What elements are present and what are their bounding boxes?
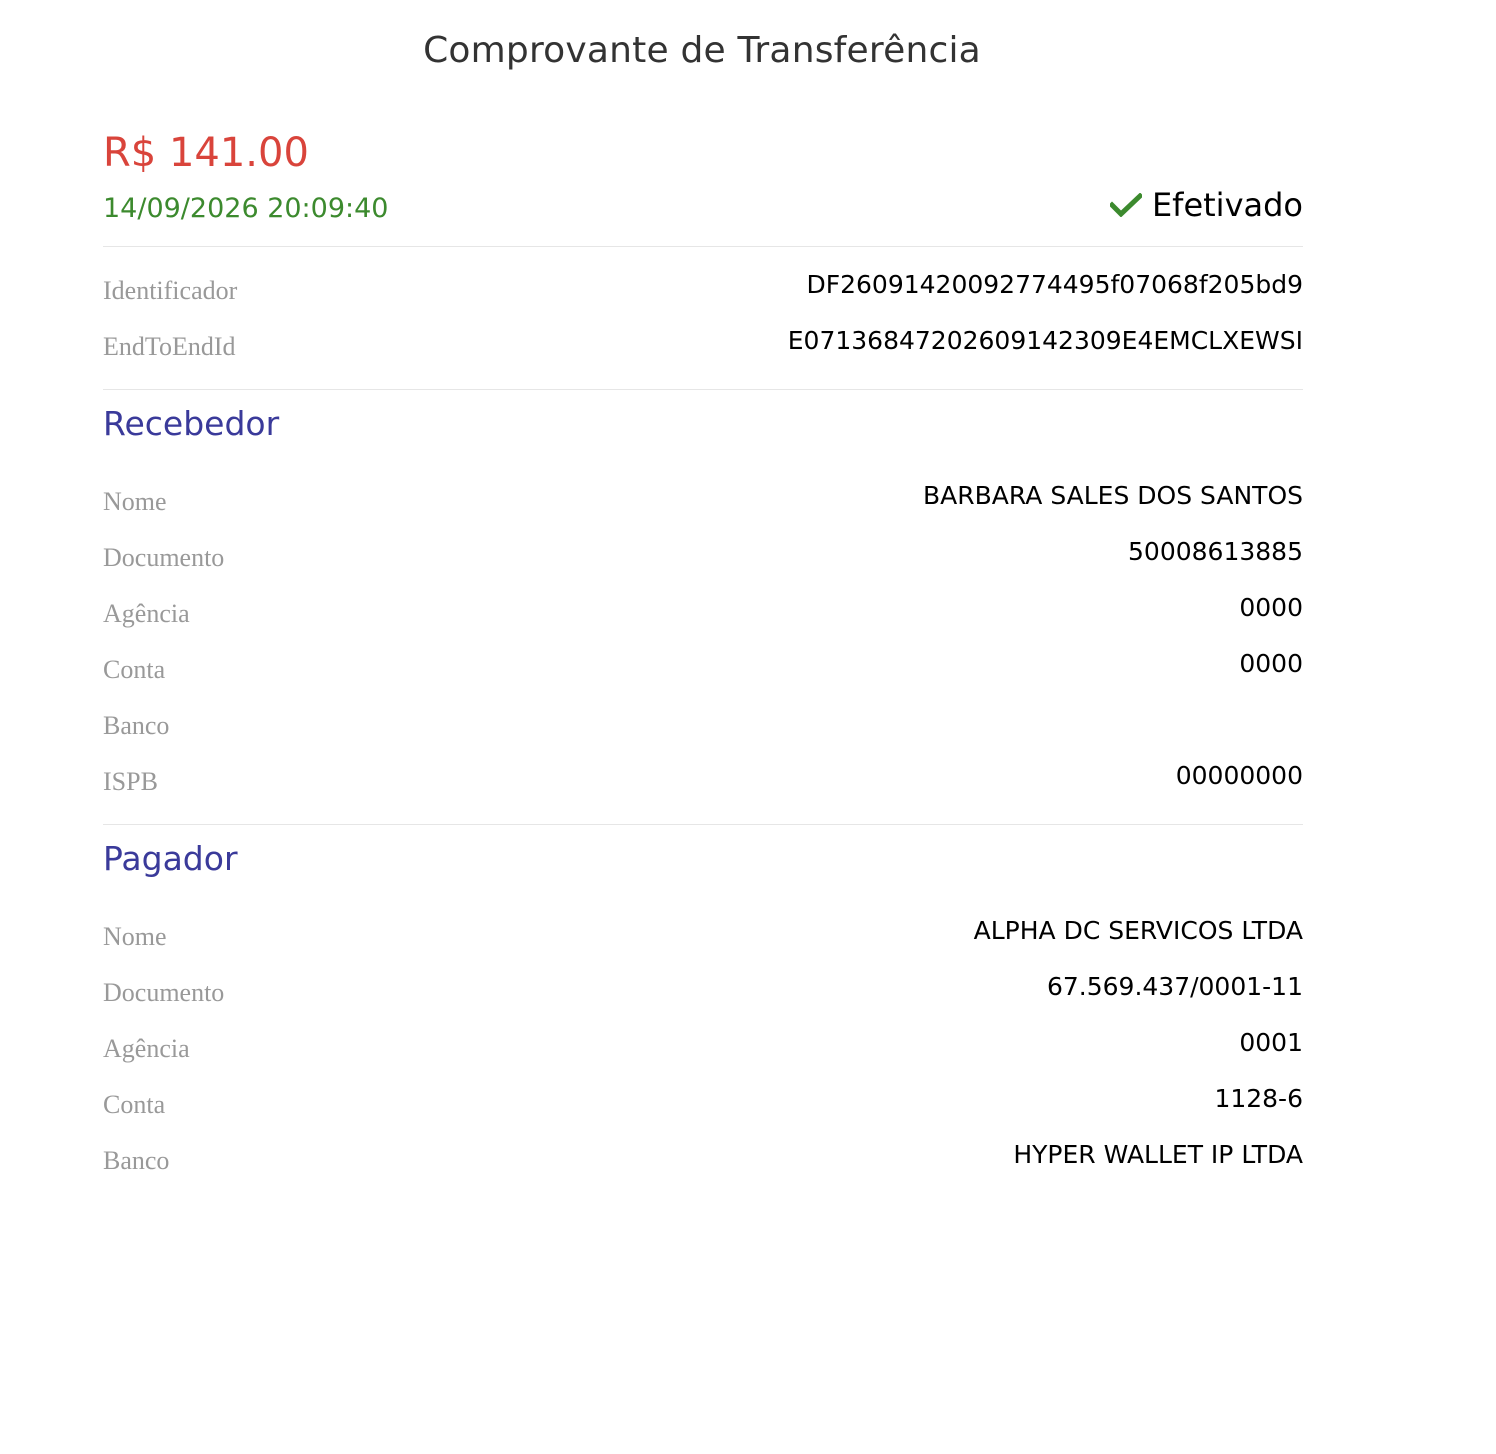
check-icon bbox=[1110, 193, 1142, 217]
divider bbox=[103, 389, 1303, 390]
pagador-documento-label: Documento bbox=[103, 978, 225, 1007]
pagador-conta-label: Conta bbox=[103, 1090, 166, 1119]
recebedor-banco-label: Banco bbox=[103, 711, 170, 740]
divider bbox=[103, 246, 1303, 247]
recebedor-agencia-row bbox=[103, 593, 1303, 633]
pagador-banco-row bbox=[103, 1140, 1303, 1180]
endtoend-value: E07136847202609142309E4EMCLXEWSI bbox=[787, 326, 1303, 355]
identificador-label: Identificador bbox=[103, 276, 238, 305]
endtoend-row bbox=[103, 326, 1303, 366]
endtoend-label: EndToEndId bbox=[103, 332, 236, 361]
pagador-conta-value: 1128-6 bbox=[1214, 1084, 1303, 1113]
pagador-nome-value: ALPHA DC SERVICOS LTDA bbox=[973, 916, 1303, 945]
pagador-banco-label: Banco bbox=[103, 1146, 170, 1175]
recebedor-nome-label: Nome bbox=[103, 487, 167, 516]
identificador-row bbox=[103, 270, 1303, 310]
recebedor-nome-row bbox=[103, 481, 1303, 521]
divider bbox=[103, 824, 1303, 825]
recebedor-conta-label: Conta bbox=[103, 655, 166, 684]
recebedor-nome-value: BARBARA SALES DOS SANTOS bbox=[923, 481, 1303, 510]
recebedor-conta-row bbox=[103, 649, 1303, 689]
recebedor-conta-value: 0000 bbox=[1239, 649, 1303, 678]
pagador-section-title: Pagador bbox=[103, 839, 238, 878]
recebedor-ispb-label: ISPB bbox=[103, 767, 158, 796]
pagador-agencia-row bbox=[103, 1028, 1303, 1068]
recebedor-banco-row bbox=[103, 705, 1303, 745]
recebedor-agencia-value: 0000 bbox=[1239, 593, 1303, 622]
pagador-banco-value: HYPER WALLET IP LTDA bbox=[1013, 1140, 1303, 1169]
pagador-nome-row bbox=[103, 916, 1303, 956]
pagador-agencia-label: Agência bbox=[103, 1034, 190, 1063]
pagador-documento-value: 67.569.437/0001-11 bbox=[1046, 972, 1303, 1001]
identificador-value: DF26091420092774495f07068f205bd9 bbox=[806, 270, 1303, 299]
recebedor-ispb-value: 00000000 bbox=[1175, 761, 1303, 790]
pagador-agencia-value: 0001 bbox=[1239, 1028, 1303, 1057]
recebedor-documento-value: 50008613885 bbox=[1128, 537, 1303, 566]
recebedor-section-title: Recebedor bbox=[103, 404, 280, 443]
recebedor-documento-row bbox=[103, 537, 1303, 577]
transfer-datetime: 14/09/2026 20:09:40 bbox=[103, 193, 389, 224]
pagador-conta-row bbox=[103, 1084, 1303, 1124]
status-label: Efetivado bbox=[1151, 186, 1303, 224]
recebedor-agencia-label: Agência bbox=[103, 599, 190, 628]
transfer-amount: R$ 141.00 bbox=[103, 130, 309, 176]
pagador-documento-row bbox=[103, 972, 1303, 1012]
page-title: Comprovante de Transferência bbox=[423, 30, 981, 71]
recebedor-ispb-row bbox=[103, 761, 1303, 801]
status-badge bbox=[1110, 186, 1303, 224]
recebedor-documento-label: Documento bbox=[103, 543, 225, 572]
pagador-nome-label: Nome bbox=[103, 922, 167, 951]
